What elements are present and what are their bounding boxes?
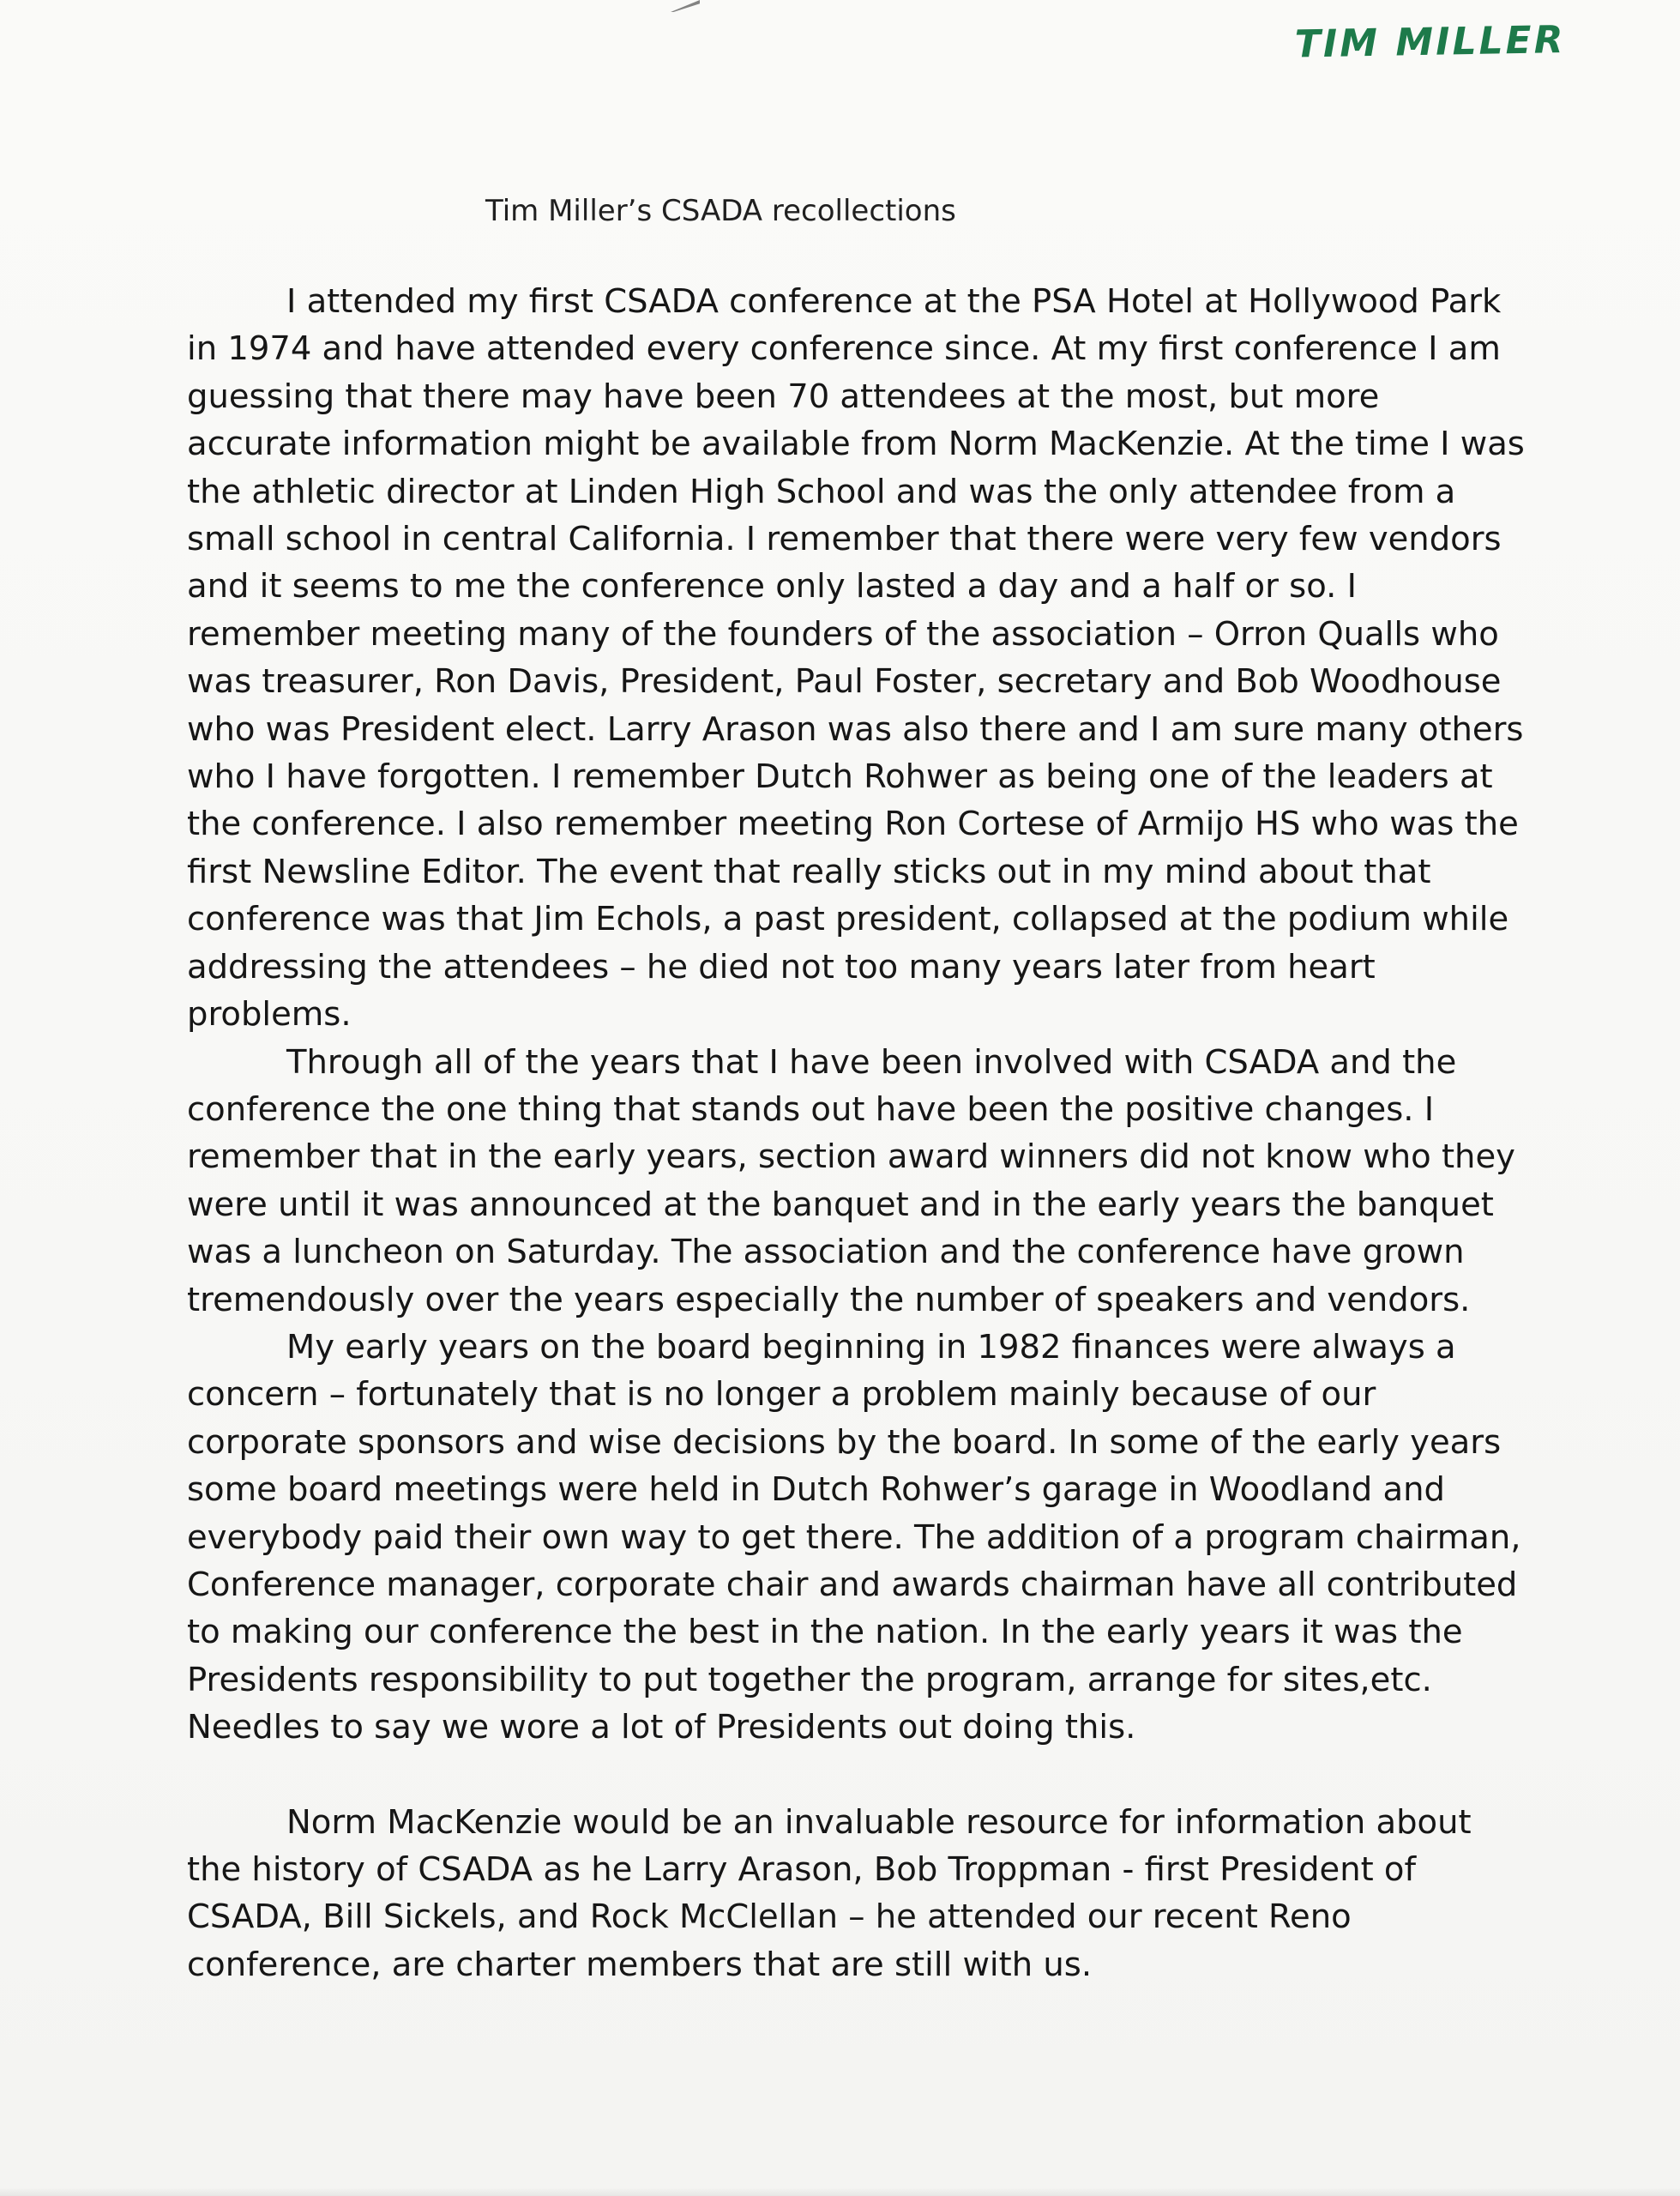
paragraph-board-years: My early years on the board beginning in 1982 finances were always a concern – fortunately that is no longer a problem mainly because of our corporate sponsors and wise decisions by the board. In some of the early years some board meetings were held in Dutch Rohwer’s garage in Woodland and everybody paid their own way to get there. The addition of a program chairman, Conference manager, corporate chair and awards chairman have all contributed to making our conference the best in the nation. In the early years it was the Presidents responsibility to put together the program, arrange for sites,etc. Needles to say we wore a lot of Presidents out doing this. xyxy=(187,1327,1521,1747)
document-body xyxy=(187,278,1525,1988)
paragraph-first-conference: I attended my first CSADA conference at the PSA Hotel at Hollywood Park in 1974 and have attended every conference since. At my first conference I am guessing that there may have been 70 attendees at the most, but more accurate information might be available from Norm MacKenzie. At the time I was the athletic director at Linden High School and was the only attendee from a small school in central California. I remember that there were very few vendors and it seems to me the conference only lasted a day and a half or so. I remember meeting many of the founders of the association – Orron Qualls who was treasurer, Ron Davis, President, Paul Foster, secretary and Bob Woodhouse who was President elect. Larry Arason was also there and I am sure many others who I have forgotten. I remember Dutch Rohwer as being one of the leaders at the conference. I also remember meeting Ron Cortese of Armijo HS who was the first Newsline Editor. The event that really sticks out in my mind about that conference was that Jim Echols, a past president, collapsed at the podium while addressing the attendees – he died not too many years later from heart problems. xyxy=(187,282,1525,1035)
paragraph-positive-changes: Through all of the years that I have been involved with CSADA and the conference the one thing that stands out have been the positive changes. I remember that in the early years, section award winners did not know who they were until it was announced at the banquet and in the early years the banquet was a luncheon on Saturday. The association and the conference have grown tremendously over the years especially the number of speakers and vendors. xyxy=(187,1042,1515,1319)
document-title: Tim Miller’s CSADA recollections xyxy=(485,194,956,228)
paragraph-charter-members: Norm MacKenzie would be an invaluable resource for information about the history of CSADA as he Larry Arason, Bob Troppman - first President of CSADA, Bill Sickels, and Rock McClellan – he attended our recent Reno conference, are charter members that are still with us. xyxy=(187,1802,1472,1984)
page-bottom-edge xyxy=(0,2187,1680,2196)
handwritten-name-annotation: TIM MILLER xyxy=(1294,18,1566,67)
staple-mark xyxy=(671,0,700,12)
